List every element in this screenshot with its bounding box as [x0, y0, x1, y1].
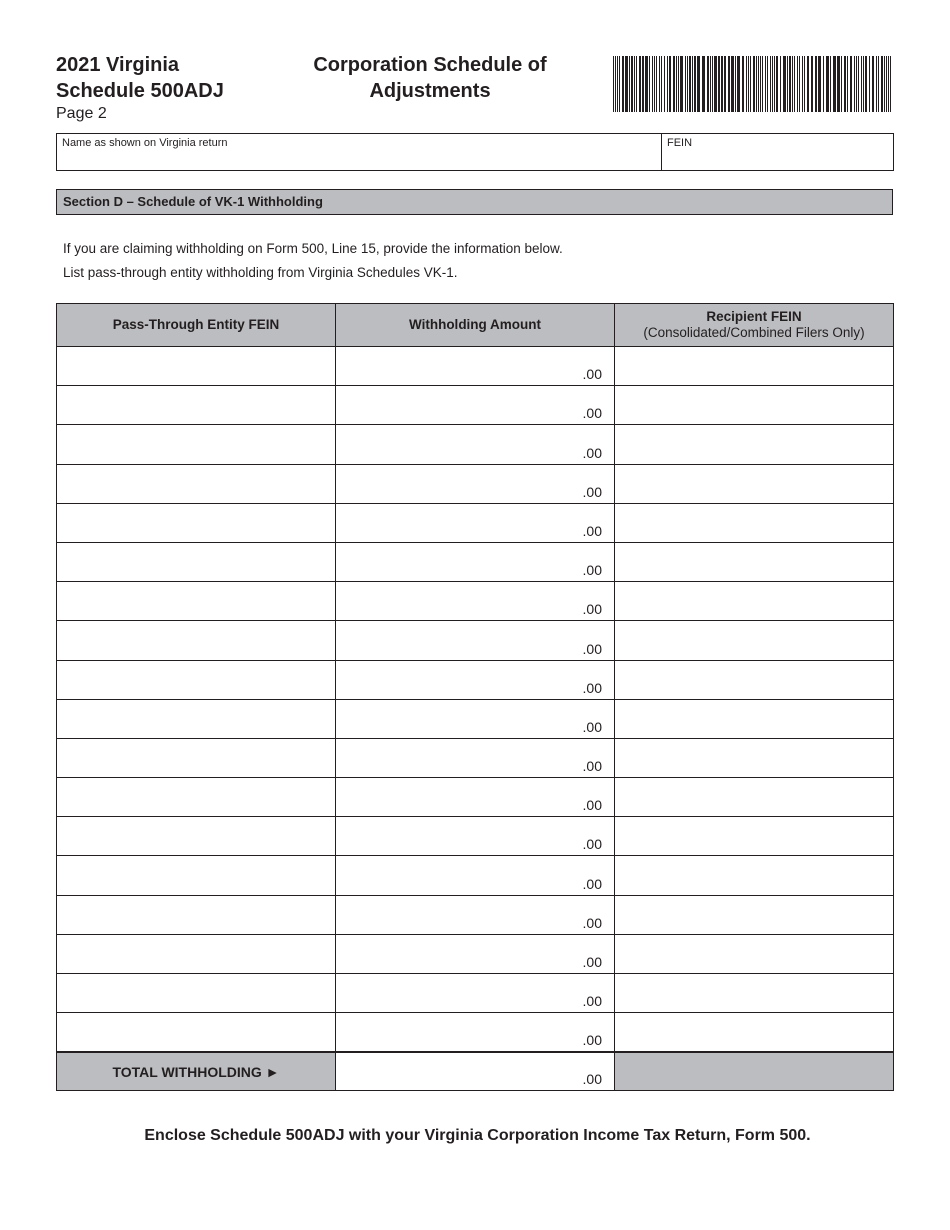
- withholding-amount-field[interactable]: [336, 699, 615, 738]
- recipient-fein-field[interactable]: [615, 425, 894, 464]
- instruction-line-1: If you are claiming withholding on Form 500, Line 15, provide the information below.: [63, 241, 563, 256]
- form-title-line2: Adjustments: [369, 80, 491, 102]
- table-row: [57, 974, 894, 1013]
- barcode-bar: [774, 56, 775, 112]
- withholding-amount-field[interactable]: [336, 895, 615, 934]
- entity-fein-field[interactable]: [57, 817, 336, 856]
- fein-field[interactable]: [662, 134, 893, 170]
- entity-fein-field[interactable]: [57, 621, 336, 660]
- barcode-bar: [869, 56, 870, 112]
- cents-suffix: .00: [582, 366, 602, 383]
- entity-fein-field[interactable]: [57, 542, 336, 581]
- entity-fein-field[interactable]: [57, 1013, 336, 1052]
- recipient-fein-field[interactable]: [615, 503, 894, 542]
- barcode-bar: [694, 56, 696, 112]
- barcode-bar: [707, 56, 709, 112]
- form-year-state: 2021 Virginia: [56, 54, 180, 76]
- barcode-bar: [823, 56, 824, 112]
- barcode-bar: [858, 56, 859, 112]
- entity-fein-field[interactable]: [57, 503, 336, 542]
- barcode-bar: [878, 56, 879, 112]
- entity-fein-field[interactable]: [57, 425, 336, 464]
- entity-fein-field[interactable]: [57, 856, 336, 895]
- barcode-bar: [652, 56, 653, 112]
- barcode-bar: [615, 56, 616, 112]
- barcode-bar: [692, 56, 693, 112]
- recipient-fein-field[interactable]: [615, 582, 894, 621]
- withholding-amount-field[interactable]: [336, 582, 615, 621]
- withholding-amount-field[interactable]: [336, 778, 615, 817]
- recipient-fein-field[interactable]: [615, 464, 894, 503]
- barcode-bar: [884, 56, 885, 112]
- barcode-bar: [850, 56, 852, 112]
- entity-fein-field[interactable]: [57, 974, 336, 1013]
- entity-fein-field[interactable]: [57, 347, 336, 386]
- barcode-bar: [712, 56, 713, 112]
- withholding-amount-field[interactable]: [336, 660, 615, 699]
- table-row: [57, 1013, 894, 1052]
- total-withholding-amount-field[interactable]: [336, 1052, 615, 1091]
- barcode-bar: [721, 56, 723, 112]
- withholding-amount-field[interactable]: [336, 817, 615, 856]
- page-number: Page 2: [56, 105, 107, 122]
- barcode-bar: [753, 56, 755, 112]
- barcode-bar: [724, 56, 726, 112]
- recipient-fein-field[interactable]: [615, 895, 894, 934]
- table-row: [57, 542, 894, 581]
- barcode-bar: [617, 56, 618, 112]
- barcode-bar: [799, 56, 800, 112]
- barcode-bar: [636, 56, 637, 112]
- barcode-bar: [697, 56, 700, 112]
- barcode-bar: [837, 56, 840, 112]
- barcode-bar: [794, 56, 795, 112]
- barcode-bar: [861, 56, 862, 112]
- barcode-bar: [669, 56, 671, 112]
- recipient-fein-field[interactable]: [615, 347, 894, 386]
- cents-suffix: .00: [582, 914, 602, 931]
- table-row: [57, 660, 894, 699]
- barcode-bar: [818, 56, 821, 112]
- barcode-bar: [645, 56, 648, 112]
- recipient-fein-field[interactable]: [615, 621, 894, 660]
- instruction-line-2: List pass-through entity withholding from Virginia Schedules VK-1.: [63, 265, 458, 280]
- barcode-bar: [841, 56, 842, 112]
- cents-suffix: .00: [582, 836, 602, 853]
- barcode-bar: [856, 56, 857, 112]
- name-field-label: Name as shown on Virginia return: [62, 137, 228, 149]
- barcode-bar: [685, 56, 686, 112]
- barcode-bar: [780, 56, 781, 112]
- recipient-fein-field[interactable]: [615, 660, 894, 699]
- table-row: [57, 699, 894, 738]
- barcode-bar: [815, 56, 817, 112]
- barcode-bar: [767, 56, 768, 112]
- recipient-fein-field[interactable]: [615, 974, 894, 1013]
- barcode-bar: [872, 56, 874, 112]
- withholding-amount-field[interactable]: [336, 738, 615, 777]
- cents-suffix: .00: [582, 1031, 602, 1048]
- entity-fein-field[interactable]: [57, 386, 336, 425]
- entity-fein-field[interactable]: [57, 699, 336, 738]
- table-row: [57, 347, 894, 386]
- table-row: [57, 934, 894, 973]
- recipient-fein-field[interactable]: [615, 856, 894, 895]
- cents-suffix: .00: [582, 758, 602, 775]
- withholding-amount-field[interactable]: [336, 856, 615, 895]
- entity-fein-field[interactable]: [57, 464, 336, 503]
- barcode-bar: [886, 56, 887, 112]
- withholding-amount-field[interactable]: [336, 464, 615, 503]
- barcode-bar: [654, 56, 655, 112]
- barcode-bar: [718, 56, 720, 112]
- fein-field-label: FEIN: [667, 137, 693, 149]
- barcode-bar: [649, 56, 650, 112]
- total-row: [57, 1052, 894, 1091]
- barcode-bar: [619, 56, 620, 112]
- barcode-bar: [678, 56, 679, 112]
- barcode-bar: [656, 56, 657, 112]
- col-header-recipient-fein-note: (Consolidated/Combined Filers Only): [643, 325, 865, 340]
- entity-fein-field[interactable]: [57, 738, 336, 777]
- withholding-amount-field[interactable]: [336, 1013, 615, 1052]
- barcode-bar: [680, 56, 683, 112]
- barcode-bar: [746, 56, 747, 112]
- withholding-amount-field[interactable]: [336, 974, 615, 1013]
- cents-suffix: .00: [582, 718, 602, 735]
- barcode-bar: [667, 56, 668, 112]
- entity-fein-field[interactable]: [57, 660, 336, 699]
- barcode-bar: [802, 56, 803, 112]
- table-row: [57, 621, 894, 660]
- withholding-amount-field[interactable]: [336, 386, 615, 425]
- withholding-amount-field[interactable]: [336, 934, 615, 973]
- barcode-bar: [613, 56, 614, 112]
- withholding-amount-field[interactable]: [336, 542, 615, 581]
- barcode-bar: [742, 56, 744, 112]
- table-row: [57, 895, 894, 934]
- barcode-bar: [811, 56, 813, 112]
- cents-suffix: .00: [582, 640, 602, 657]
- cents-suffix: .00: [582, 679, 602, 696]
- recipient-fein-field[interactable]: [615, 386, 894, 425]
- recipient-fein-field[interactable]: [615, 1013, 894, 1052]
- barcode-bar: [639, 56, 641, 112]
- barcode-bar: [731, 56, 734, 112]
- recipient-fein-field[interactable]: [615, 817, 894, 856]
- barcode-bar: [673, 56, 675, 112]
- total-withholding-label: TOTAL WITHHOLDING ►: [57, 1052, 336, 1091]
- barcode-bar: [890, 56, 891, 112]
- recipient-fein-field[interactable]: [615, 542, 894, 581]
- barcode-bar: [750, 56, 751, 112]
- recipient-fein-field[interactable]: [615, 934, 894, 973]
- barcode-bar: [710, 56, 711, 112]
- barcode-bar: [629, 56, 630, 112]
- barcode-bar: [807, 56, 809, 112]
- section-instructions: [63, 237, 563, 285]
- col-header-recipient-fein: [615, 304, 894, 347]
- barcode-bar: [797, 56, 798, 112]
- form-identifier: [56, 52, 224, 124]
- table-row: [57, 425, 894, 464]
- section-d-header: Section D – Schedule of VK-1 Withholding: [56, 189, 893, 215]
- barcode-bar: [758, 56, 759, 112]
- barcode-bar: [748, 56, 749, 112]
- entity-fein-field[interactable]: [57, 895, 336, 934]
- total-recipient-shaded-cell: [615, 1052, 894, 1091]
- cents-suffix: .00: [582, 954, 602, 970]
- barcode-bar: [833, 56, 836, 112]
- barcode-bar: [881, 56, 883, 112]
- entity-fein-field[interactable]: [57, 582, 336, 621]
- barcode-bar: [642, 56, 644, 112]
- form-title: [290, 52, 570, 104]
- cents-suffix: .00: [582, 875, 602, 892]
- entity-fein-field[interactable]: [57, 934, 336, 973]
- barcode-bar: [702, 56, 705, 112]
- footer-instruction: Enclose Schedule 500ADJ with your Virginia Corporation Income Tax Return, Form 500.: [144, 1127, 811, 1144]
- barcode-bar: [735, 56, 736, 112]
- form-schedule-number: Schedule 500ADJ: [56, 80, 224, 102]
- barcode-bar: [776, 56, 778, 112]
- cents-suffix: .00: [582, 562, 602, 579]
- barcode-bar: [772, 56, 773, 112]
- table-header-row: [57, 304, 894, 347]
- barcode-bar: [756, 56, 757, 112]
- name-field[interactable]: [57, 134, 662, 170]
- cents-suffix: .00: [582, 522, 602, 539]
- cents-suffix: .00: [582, 444, 602, 461]
- withholding-amount-field[interactable]: [336, 503, 615, 542]
- barcode-bar: [714, 56, 717, 112]
- withholding-amount-field[interactable]: [336, 425, 615, 464]
- barcode-bar: [622, 56, 624, 112]
- barcode-bar: [770, 56, 771, 112]
- barcode-bar: [847, 56, 848, 112]
- barcode-bar: [634, 56, 635, 112]
- barcode-bar: [804, 56, 805, 112]
- barcode-bar: [826, 56, 829, 112]
- table-row: [57, 464, 894, 503]
- barcode-icon: [611, 56, 893, 112]
- barcode-bar: [830, 56, 831, 112]
- withholding-amount-field[interactable]: [336, 347, 615, 386]
- cents-suffix: .00: [582, 797, 602, 814]
- table-row: [57, 503, 894, 542]
- taxpayer-info-box: [56, 133, 894, 171]
- barcode-bar: [854, 56, 855, 112]
- barcode-bar: [737, 56, 740, 112]
- cents-suffix: .00: [582, 993, 602, 1010]
- barcode-bar: [783, 56, 786, 112]
- barcode-bar: [631, 56, 633, 112]
- withholding-amount-field[interactable]: [336, 621, 615, 660]
- barcode-bar: [661, 56, 662, 112]
- barcode-bar: [789, 56, 791, 112]
- table-row: [57, 817, 894, 856]
- table-row: [57, 582, 894, 621]
- col-header-withholding-amount: Withholding Amount: [336, 304, 615, 347]
- recipient-fein-field[interactable]: [615, 778, 894, 817]
- col-header-recipient-fein-title: Recipient FEIN: [706, 309, 802, 324]
- barcode-bar: [664, 56, 665, 112]
- barcode-bar: [625, 56, 628, 112]
- barcode-bar: [863, 56, 864, 112]
- barcode-bar: [659, 56, 660, 112]
- cents-suffix: .00: [582, 601, 602, 618]
- total-cents-suffix: .00: [582, 1071, 602, 1088]
- cents-suffix: .00: [582, 405, 602, 422]
- barcode-bar: [876, 56, 877, 112]
- recipient-fein-field[interactable]: [615, 699, 894, 738]
- barcode-bar: [865, 56, 867, 112]
- barcode-bar: [787, 56, 788, 112]
- entity-fein-field[interactable]: [57, 778, 336, 817]
- table-row: [57, 778, 894, 817]
- table-row: [57, 386, 894, 425]
- col-header-entity-fein: Pass-Through Entity FEIN: [57, 304, 336, 347]
- recipient-fein-field[interactable]: [615, 738, 894, 777]
- barcode-bar: [676, 56, 677, 112]
- barcode-bar: [762, 56, 763, 112]
- barcode-bar: [760, 56, 761, 112]
- barcode-bar: [687, 56, 688, 112]
- withholding-table: [56, 303, 894, 1091]
- table-row: [57, 856, 894, 895]
- barcode-bar: [888, 56, 889, 112]
- barcode-bar: [792, 56, 793, 112]
- cents-suffix: .00: [582, 483, 602, 500]
- barcode-bar: [844, 56, 846, 112]
- barcode-bar: [765, 56, 766, 112]
- table-row: [57, 738, 894, 777]
- barcode-bar: [689, 56, 691, 112]
- barcode-bar: [728, 56, 730, 112]
- form-title-line1: Corporation Schedule of: [313, 54, 547, 76]
